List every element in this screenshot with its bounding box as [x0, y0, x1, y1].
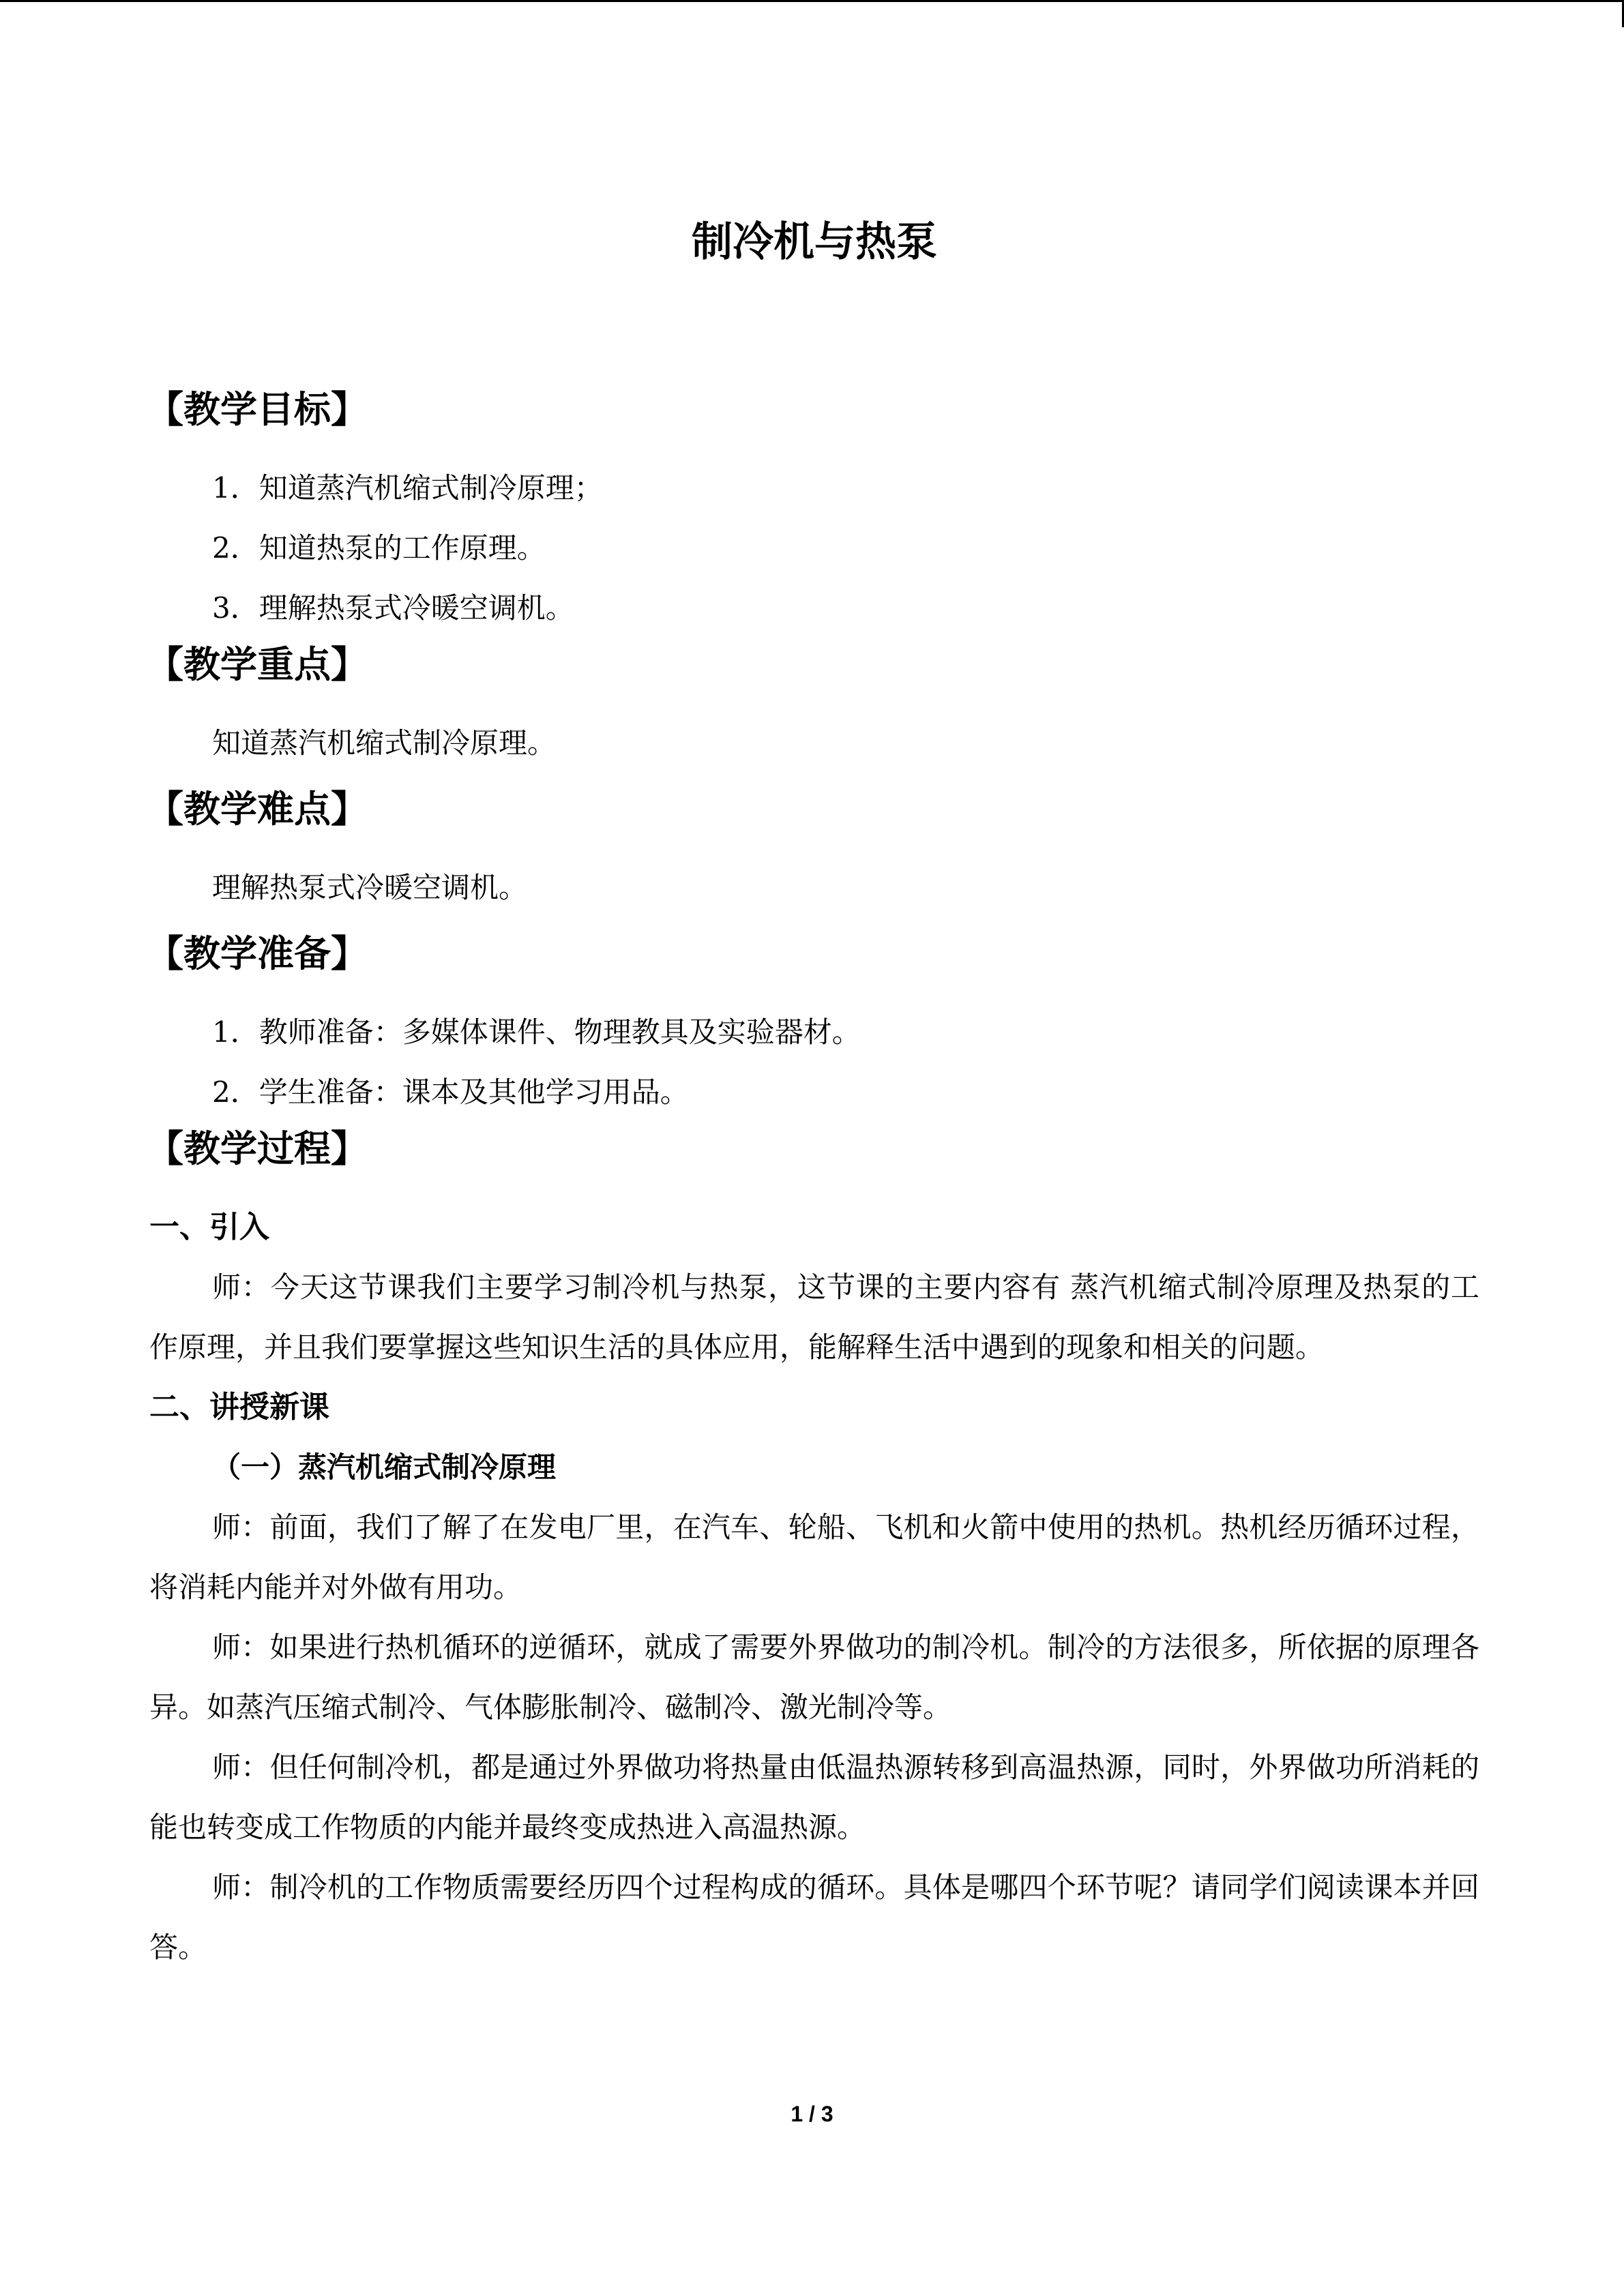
- list-item: 2．知道热泵的工作原理。: [212, 531, 546, 565]
- list-item: 1．教师准备：多媒体课件、物理教具及实验器材。: [212, 1015, 861, 1049]
- objectives-list: [149, 458, 1479, 638]
- list-item: 1．知道蒸汽机缩式制冷原理；: [212, 471, 603, 505]
- part2-subheading: （一）蒸汽机缩式制冷原理: [212, 1450, 557, 1484]
- preparation-list: [149, 1002, 1479, 1122]
- page-number: 1 / 3: [791, 2102, 833, 2126]
- document-body: [149, 211, 1479, 1978]
- top-border: [0, 0, 1624, 2]
- part1-heading: 一、引入: [149, 1210, 269, 1244]
- section-heading-process: 【教学过程】: [147, 1127, 368, 1170]
- list-item: 2．学生准备：课本及其他学习用品。: [212, 1075, 689, 1109]
- section-heading-difficulties: 【教学难点】: [147, 788, 368, 831]
- section-heading-key-points: 【教学重点】: [147, 643, 368, 686]
- document-title: 制冷机与热泵: [692, 218, 937, 266]
- paragraph: 师：前面，我们了解了在发电厂里，在汽车、轮船、飞机和火箭中使用的热机。热机经历循环过程，将消耗内能并对外做有用功。: [149, 1510, 1479, 1604]
- list-item: 3．理解热泵式冷暖空调机。: [212, 591, 574, 625]
- section-heading-preparation: 【教学准备】: [147, 932, 368, 975]
- section-heading-objectives: 【教学目标】: [147, 388, 368, 431]
- paragraph: 师：但任何制冷机，都是通过外界做功将热量由低温热源转移到高温热源，同时，外界做功所消耗的能也转变成工作物质的内能并最终变成热进入高温热源。: [149, 1750, 1479, 1844]
- key-points-text: 知道蒸汽机缩式制冷原理。: [212, 726, 557, 760]
- part2-heading: 二、讲授新课: [149, 1390, 329, 1425]
- paragraph: 师：如果进行热机循环的逆循环，就成了需要外界做功的制冷机。制冷的方法很多，所依据的原理各异。如蒸汽压缩式制冷、气体膨胀制冷、磁制冷、激光制冷等。: [149, 1630, 1479, 1724]
- difficulties-text: 理解热泵式冷暖空调机。: [212, 871, 528, 904]
- paragraph: 师：制冷机的工作物质需要经历四个过程构成的循环。具体是哪四个环节呢？请同学们阅读课本并回答。: [149, 1870, 1479, 1964]
- paragraph: 师：今天这节课我们主要学习制冷机与热泵，这节课的主要内容有 蒸汽机缩式制冷原理及热泵的工作原理，并且我们要掌握这些知识生活的具体应用，能解释生活中遇到的现象和相关的问题。: [149, 1270, 1479, 1364]
